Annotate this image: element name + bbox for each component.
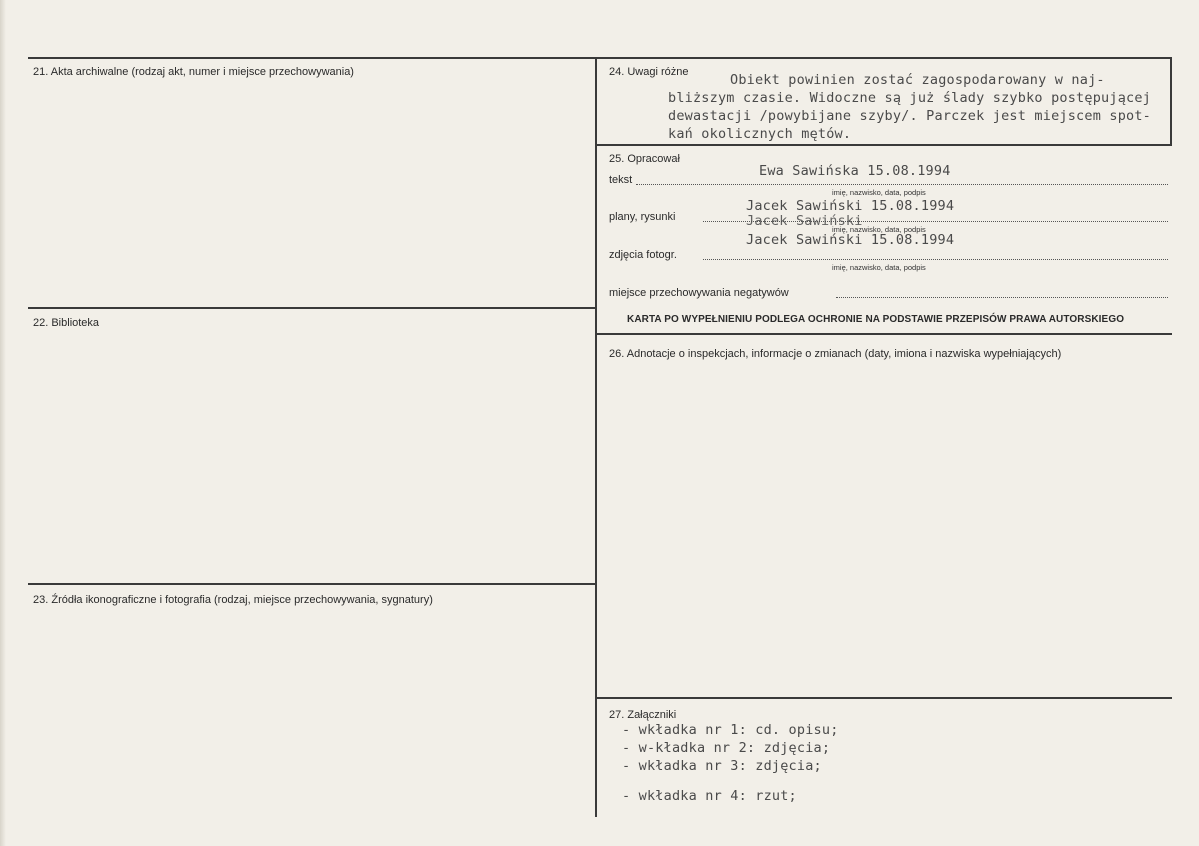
section-25-label: 25. Opracował — [609, 153, 680, 165]
remarks-line: dewastacji /powybijane szyby/. Parczek jest miejscem spot- — [668, 108, 1152, 124]
copyright-notice: KARTA PO WYPEŁNIENIU PODLEGA OCHRONIE NA PODSTAWIE PRZEPISÓW PRAWA AUTORSKIEGO — [627, 314, 1125, 325]
section-21-label: 21. Akta archiwalne (rodzaj akt, numer i miejsce przechowywania) — [33, 66, 354, 78]
remarks-line: Obiekt powinien zostać zagospodarowany w naj- — [730, 72, 1105, 88]
zdjecia-label: zdjęcia fotogr. — [609, 249, 677, 261]
rule-24-25 — [596, 144, 1172, 146]
section-27-label: 27. Załączniki — [609, 709, 677, 721]
negatywy-dotted-line — [836, 297, 1168, 298]
tekst-value: Ewa Sawińska 15.08.1994 — [759, 163, 951, 179]
section-23-label: 23. Źródła ikonograficzne i fotografia (rodzaj, miejsce przechowywania, sygnatury) — [33, 594, 433, 606]
section-22-label: 22. Biblioteka — [33, 317, 100, 329]
rule-22-23 — [28, 583, 596, 585]
section-24-remarks — [668, 71, 1151, 143]
remarks-line: bliższym czasie. Widoczne są już ślady szybko postępującej — [668, 90, 1152, 106]
top-rule — [28, 57, 1172, 59]
zdjecia-dotted-line — [703, 259, 1168, 260]
tekst-caption: imię, nazwisko, data, podpis — [832, 188, 926, 197]
zdjecia-value: Jacek Sawiński 15.08.1994 — [746, 232, 955, 248]
rule-26-27 — [596, 697, 1172, 699]
paper-edge — [0, 0, 6, 846]
tekst-dotted-line — [636, 184, 1168, 185]
attachment-item: - w-kładka nr 2: zdjęcia; — [622, 740, 831, 756]
rule-25-26 — [596, 333, 1172, 335]
attachments-list — [622, 721, 839, 805]
plany-overtype: Jacek Sawiński — [746, 213, 863, 229]
remarks-line: kań okolicznych mętów. — [668, 126, 852, 142]
attachment-item: - wkładka nr 4: rzut; — [622, 788, 797, 804]
zdjecia-caption: imię, nazwisko, data, podpis — [832, 263, 926, 272]
negatywy-label: miejsce przechowywania negatywów — [609, 287, 789, 299]
rule-21-22 — [28, 307, 596, 309]
plany-label: plany, rysunki — [609, 211, 676, 223]
attachment-item: - wkładka nr 3: zdjęcia; — [622, 758, 822, 774]
plany-value: Jacek Sawiński 15.08.1994 — [746, 198, 955, 214]
plany-caption: imię, nazwisko, data, podpis — [832, 225, 926, 234]
section-24-label: 24. Uwagi różne — [609, 66, 689, 78]
section-26-label: 26. Adnotacje o inspekcjach, informacje o zmianach (daty, imiona i nazwiska wypełniających) — [609, 348, 1062, 360]
tekst-label: tekst — [609, 174, 633, 186]
right-border-24 — [1170, 57, 1172, 146]
center-divider — [595, 57, 597, 817]
attachment-item: - wkładka nr 1: cd. opisu; — [622, 722, 839, 738]
